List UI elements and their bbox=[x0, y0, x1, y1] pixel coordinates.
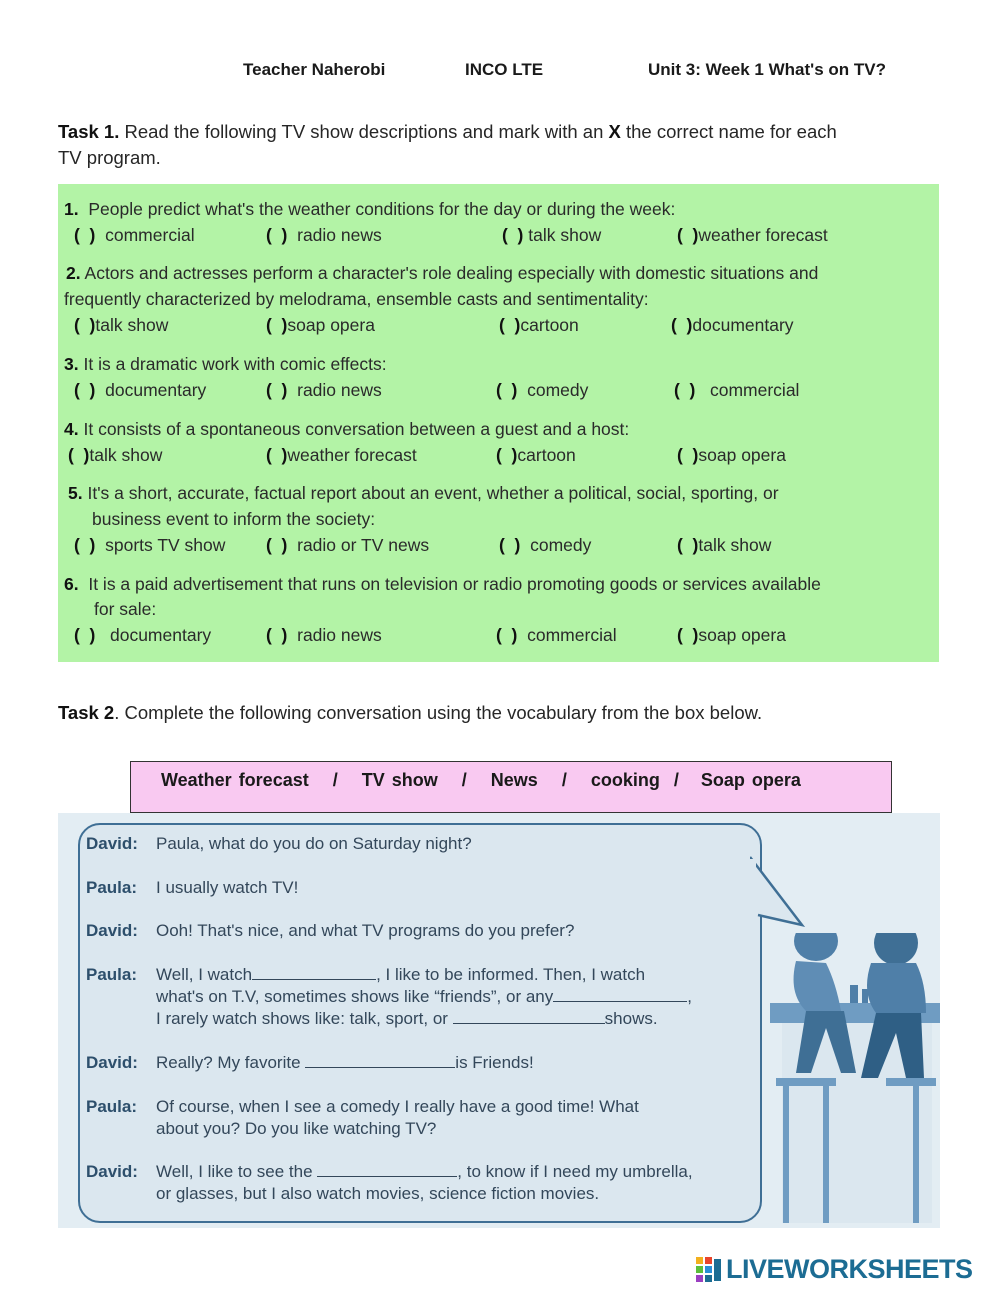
q4-option-4[interactable]: ( )soap opera bbox=[677, 445, 786, 465]
dialogue-line-1: David: Paula, what do you do on Saturday night? bbox=[86, 834, 472, 853]
vocab-word: Weather forecast bbox=[161, 770, 309, 790]
dialogue-panel bbox=[58, 813, 940, 1228]
vocab-word: TV show bbox=[361, 770, 438, 790]
q6-option-3[interactable]: ( ) commercial bbox=[496, 625, 617, 645]
vocab-word: News bbox=[490, 770, 538, 790]
women-at-table-illustration bbox=[766, 933, 940, 1223]
blank-input-3[interactable] bbox=[453, 1008, 605, 1024]
q5-option-2[interactable]: ( ) radio or TV news bbox=[266, 535, 430, 555]
teacher-name: Teacher Naherobi bbox=[243, 60, 386, 79]
q6-option-4[interactable]: ( )soap opera bbox=[677, 625, 786, 645]
question-6-cont: for sale: bbox=[94, 599, 157, 619]
q3-option-3[interactable]: ( ) comedy bbox=[496, 380, 589, 400]
q2-option-4[interactable]: ( )documentary bbox=[671, 315, 794, 335]
task2-instruction-text: . Complete the following conversation using the vocabulary from the box below. bbox=[114, 702, 763, 723]
blank-input-2[interactable] bbox=[553, 986, 687, 1002]
liveworksheets-logo-icon bbox=[696, 1257, 722, 1283]
q2-option-1[interactable]: ( )talk show bbox=[74, 315, 169, 335]
vocab-separator: / bbox=[561, 770, 567, 790]
dialogue-line-7: David: Well, I like to see the , to know if I need my umbrella, bbox=[86, 1162, 693, 1181]
q2-option-2[interactable]: ( )soap opera bbox=[266, 315, 375, 335]
q3-option-4[interactable]: ( ) commercial bbox=[674, 380, 800, 400]
q1-option-3[interactable]: ( ) talk show bbox=[502, 225, 602, 245]
q1-option-2[interactable]: ( ) radio news bbox=[266, 225, 382, 245]
q3-option-1[interactable]: ( ) documentary bbox=[74, 380, 207, 400]
task1-instruction bbox=[58, 119, 948, 171]
q1-option-1[interactable]: ( ) commercial bbox=[74, 225, 195, 245]
q4-option-2[interactable]: ( )weather forecast bbox=[266, 445, 417, 465]
task1-instruction-c: TV program. bbox=[58, 147, 161, 168]
question-3: 3. It is a dramatic work with comic effects: bbox=[64, 354, 387, 374]
vocab-separator: / bbox=[332, 770, 338, 790]
task1-instruction-a: Read the following TV show descriptions and mark with an bbox=[124, 121, 604, 142]
dialogue-line-4-cont-2: I rarely watch shows like: talk, sport, or shows. bbox=[156, 1009, 658, 1028]
vocab-separator: / bbox=[461, 770, 467, 790]
blank-input-4[interactable] bbox=[305, 1052, 455, 1068]
dialogue-line-4: Paula: Well, I watch , I like to be informed. Then, I watch bbox=[86, 965, 646, 984]
q5-option-4[interactable]: ( )talk show bbox=[677, 535, 772, 555]
question-1: 1. People predict what's the weather conditions for the day or during the week: bbox=[64, 199, 676, 219]
q5-option-3[interactable]: ( ) comedy bbox=[499, 535, 592, 555]
task2-label: Task 2 bbox=[58, 702, 115, 723]
question-6: 6. It is a paid advertisement that runs on television or radio promoting goods or services available bbox=[64, 574, 821, 594]
q6-option-1[interactable]: ( ) documentary bbox=[74, 625, 212, 645]
task2-instruction bbox=[58, 700, 948, 726]
q6-option-2[interactable]: ( ) radio news bbox=[266, 625, 382, 645]
q5-option-1[interactable]: ( ) sports TV show bbox=[74, 535, 226, 555]
vocabulary-box bbox=[130, 761, 892, 813]
task1-question-box bbox=[58, 184, 939, 662]
unit-title: Unit 3: Week 1 What's on TV? bbox=[648, 60, 886, 79]
dialogue-line-7-cont: or glasses, but I also watch movies, science fiction movies. bbox=[156, 1184, 600, 1203]
q4-option-1[interactable]: ( )talk show bbox=[68, 445, 163, 465]
task1-instruction-b: the correct name for each bbox=[626, 121, 837, 142]
question-5-cont: business event to inform the society: bbox=[92, 509, 376, 529]
question-5: 5. It's a short, accurate, factual report about an event, whether a political, social, sporting, or bbox=[68, 483, 779, 503]
q3-option-2[interactable]: ( ) radio news bbox=[266, 380, 382, 400]
dialogue-line-5: David: Really? My favorite is Friends! bbox=[86, 1053, 534, 1072]
q2-option-3[interactable]: ( )cartoon bbox=[499, 315, 579, 335]
dialogue-line-3: David: Ooh! That's nice, and what TV programs do you prefer? bbox=[86, 921, 575, 940]
question-4: 4. It consists of a spontaneous conversation between a guest and a host: bbox=[64, 419, 630, 439]
dialogue-line-4-cont-1: what's on T.V, sometimes shows like “friends”, or any , bbox=[156, 987, 692, 1006]
liveworksheets-logo-text: LIVEWORKSHEETS bbox=[726, 1254, 973, 1284]
vocab-word: Soap opera bbox=[700, 770, 801, 790]
school-name: INCO LTE bbox=[465, 60, 544, 79]
dialogue-line-6-cont: about you? Do you like watching TV? bbox=[156, 1119, 437, 1138]
dialogue-line-6: Paula: Of course, when I see a comedy I really have a good time! What bbox=[86, 1097, 639, 1116]
q1-option-4[interactable]: ( )weather forecast bbox=[677, 225, 828, 245]
blank-input-1[interactable] bbox=[252, 964, 376, 980]
speech-bubble-tail bbox=[750, 853, 810, 933]
q4-option-3[interactable]: ( )cartoon bbox=[496, 445, 576, 465]
task1-label: Task 1. bbox=[58, 121, 120, 142]
question-2: 2. Actors and actresses perform a character's role dealing especially with domestic situations and bbox=[66, 263, 819, 283]
task1-mark: X bbox=[608, 121, 621, 142]
vocab-word: cooking bbox=[590, 770, 660, 790]
vocab-separator: / bbox=[673, 770, 679, 790]
blank-input-5[interactable] bbox=[317, 1161, 457, 1177]
dialogue-line-2: Paula: I usually watch TV! bbox=[86, 878, 299, 897]
question-2-cont: frequently characterized by melodrama, ensemble casts and sentimentality: bbox=[64, 289, 649, 309]
